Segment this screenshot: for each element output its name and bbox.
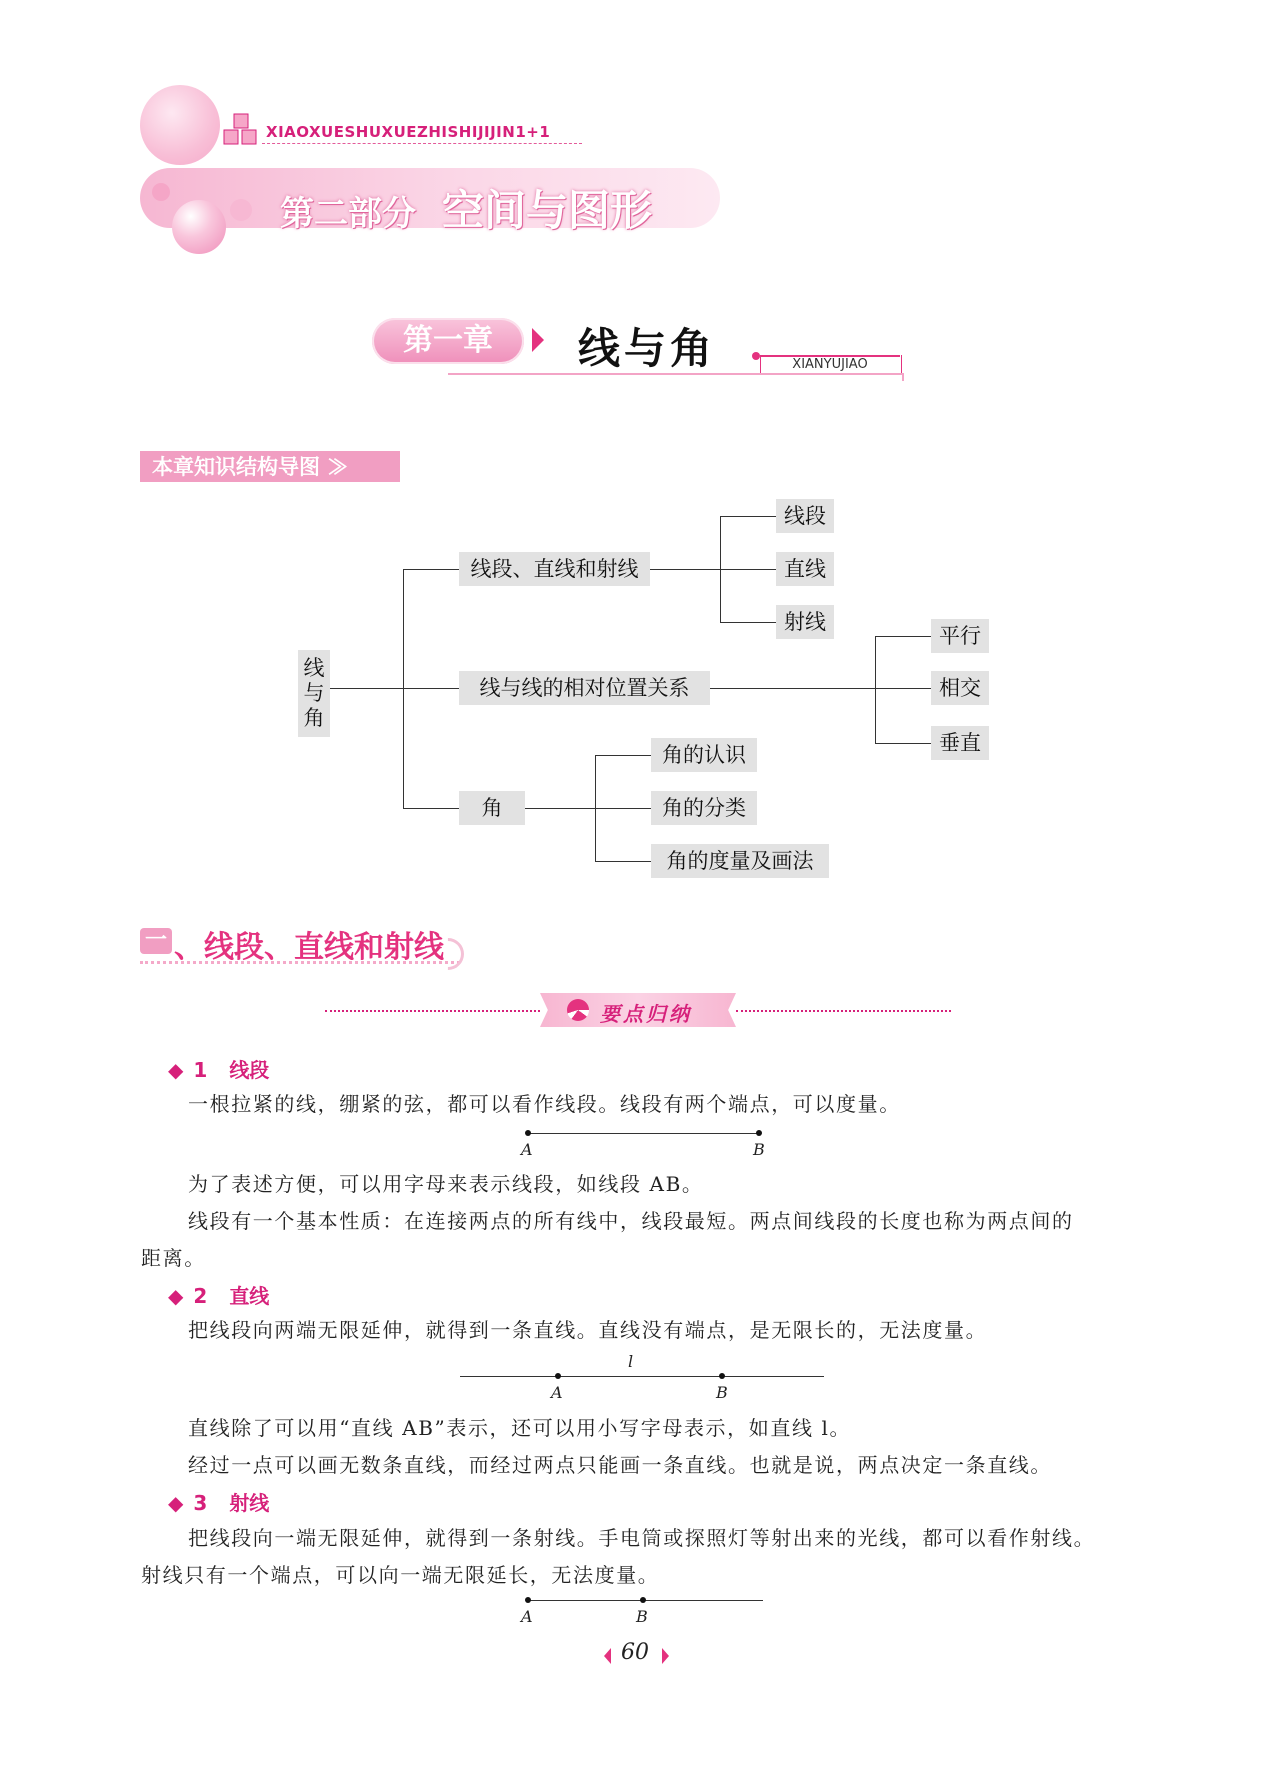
paragraph: 把线段向一端无限延伸，就得到一条射线。手电筒或探照灯等射出来的光线，都可以看作射线。 <box>188 1526 1096 1550</box>
point-b <box>640 1597 646 1603</box>
paragraph: 一根拉紧的线，绷紧的弦，都可以看作线段。线段有两个端点，可以度量。 <box>188 1092 901 1116</box>
dotted-rule <box>325 1010 540 1012</box>
series-code: XIAOXUESHUXUEZHISHIJIJIN1+1 <box>266 123 551 141</box>
decor-bubble <box>230 199 252 221</box>
paragraph: 把线段向两端无限延伸，就得到一条直线。直线没有端点，是无限长的，无法度量。 <box>188 1318 988 1342</box>
item-heading <box>168 1054 269 1083</box>
connector <box>720 622 776 623</box>
segment-figure-line <box>528 1133 759 1134</box>
map-branch-angles: 角 <box>459 791 525 825</box>
item-name: 线段 <box>229 1058 270 1082</box>
map-branch-segments: 线段、直线和射线 <box>459 552 650 586</box>
point-b <box>756 1130 762 1136</box>
decor-bubble <box>152 183 170 201</box>
connector <box>595 861 651 862</box>
point-a <box>555 1373 561 1379</box>
paragraph: 距离。 <box>141 1246 206 1270</box>
paragraph: 为了表述方便，可以用字母来表示线段，如线段 AB。 <box>188 1172 704 1196</box>
item-name: 直线 <box>229 1284 270 1308</box>
map-leaf: 平行 <box>931 619 989 653</box>
connector <box>650 569 720 570</box>
paragraph: 经过一点可以画无数条直线，而经过两点只能画一条直线。也就是说，两点决定一条直线。 <box>188 1453 1052 1477</box>
label-a: A <box>551 1383 563 1402</box>
point-a <box>525 1597 531 1603</box>
pinwheel-icon <box>567 999 589 1021</box>
chevron-right-icon <box>532 328 544 352</box>
diamond-icon: ◆ <box>168 1491 184 1515</box>
section-title: 、线段、直线和射线 <box>174 930 444 965</box>
chapter-pinyin: XIANYUJIAO <box>792 357 868 372</box>
item-heading <box>168 1280 269 1309</box>
letter-cubes-icon <box>222 112 260 148</box>
connector <box>595 755 651 756</box>
part-name: 空间与图形 <box>442 186 653 235</box>
dotted-rule <box>736 1010 951 1012</box>
connector <box>595 808 651 809</box>
map-leaf: 线段 <box>776 499 834 533</box>
map-branch-relations: 线与线的相对位置关系 <box>459 671 710 705</box>
section-underline <box>140 961 460 964</box>
line-name-label: l <box>628 1352 634 1371</box>
map-leaf: 射线 <box>776 605 834 639</box>
connector <box>875 636 876 744</box>
series-underline <box>262 143 582 144</box>
paragraph: 线段有一个基本性质：在连接两点的所有线中，线段最短。两点间线段的长度也称为两点间的 <box>188 1209 1074 1233</box>
keypoints-title: 要点归纳 <box>600 1002 692 1026</box>
connector <box>710 688 875 689</box>
connector <box>403 569 404 809</box>
diamond-icon: ◆ <box>168 1058 184 1082</box>
point-a <box>525 1130 531 1136</box>
map-banner: 本章知识结构导图 ≫ <box>140 451 400 482</box>
decor-dot <box>752 352 760 360</box>
connector <box>525 808 595 809</box>
connector <box>403 569 459 570</box>
item-number: 1 <box>193 1058 208 1082</box>
chevron-right-icon <box>662 1648 669 1664</box>
line-figure <box>460 1376 824 1377</box>
paragraph: 射线只有一个端点，可以向一端无限延长，无法度量。 <box>141 1563 660 1587</box>
connector <box>875 688 931 689</box>
map-root: 线 与 角 <box>298 650 330 737</box>
connector <box>875 636 931 637</box>
point-b <box>719 1373 725 1379</box>
map-leaf: 相交 <box>931 671 989 705</box>
map-leaf: 角的分类 <box>651 791 757 825</box>
label-b: B <box>636 1607 648 1626</box>
map-leaf: 直线 <box>776 552 834 586</box>
section-number: 一 <box>144 928 167 953</box>
map-leaf: 角的度量及画法 <box>651 844 829 878</box>
page-number: 60 <box>621 1640 649 1665</box>
diamond-icon: ◆ <box>168 1284 184 1308</box>
connector <box>403 688 459 689</box>
part-label: 第二部分 <box>280 194 416 234</box>
chapter-title: 线与角 <box>578 324 717 373</box>
paragraph: 直线除了可以用“直线 AB”表示，还可以用小写字母表示，如直线 l。 <box>188 1416 852 1440</box>
item-number: 3 <box>193 1491 208 1515</box>
connector <box>330 688 404 689</box>
chapter-underline <box>448 373 904 381</box>
item-heading <box>168 1487 269 1516</box>
connector <box>403 808 459 809</box>
decor-bubble <box>172 200 226 254</box>
part-title <box>280 178 652 238</box>
label-b: B <box>716 1383 728 1402</box>
item-number: 2 <box>193 1284 208 1308</box>
label-b: B <box>753 1140 765 1159</box>
connector <box>720 516 776 517</box>
connector <box>875 743 931 744</box>
label-a: A <box>521 1607 533 1626</box>
map-leaf: 角的认识 <box>651 738 757 772</box>
chapter-badge: 第一章 <box>372 318 524 364</box>
mascot-illustration <box>140 85 220 165</box>
connector <box>720 569 776 570</box>
label-a: A <box>521 1140 533 1159</box>
map-leaf: 垂直 <box>931 726 989 760</box>
item-name: 射线 <box>229 1491 270 1515</box>
